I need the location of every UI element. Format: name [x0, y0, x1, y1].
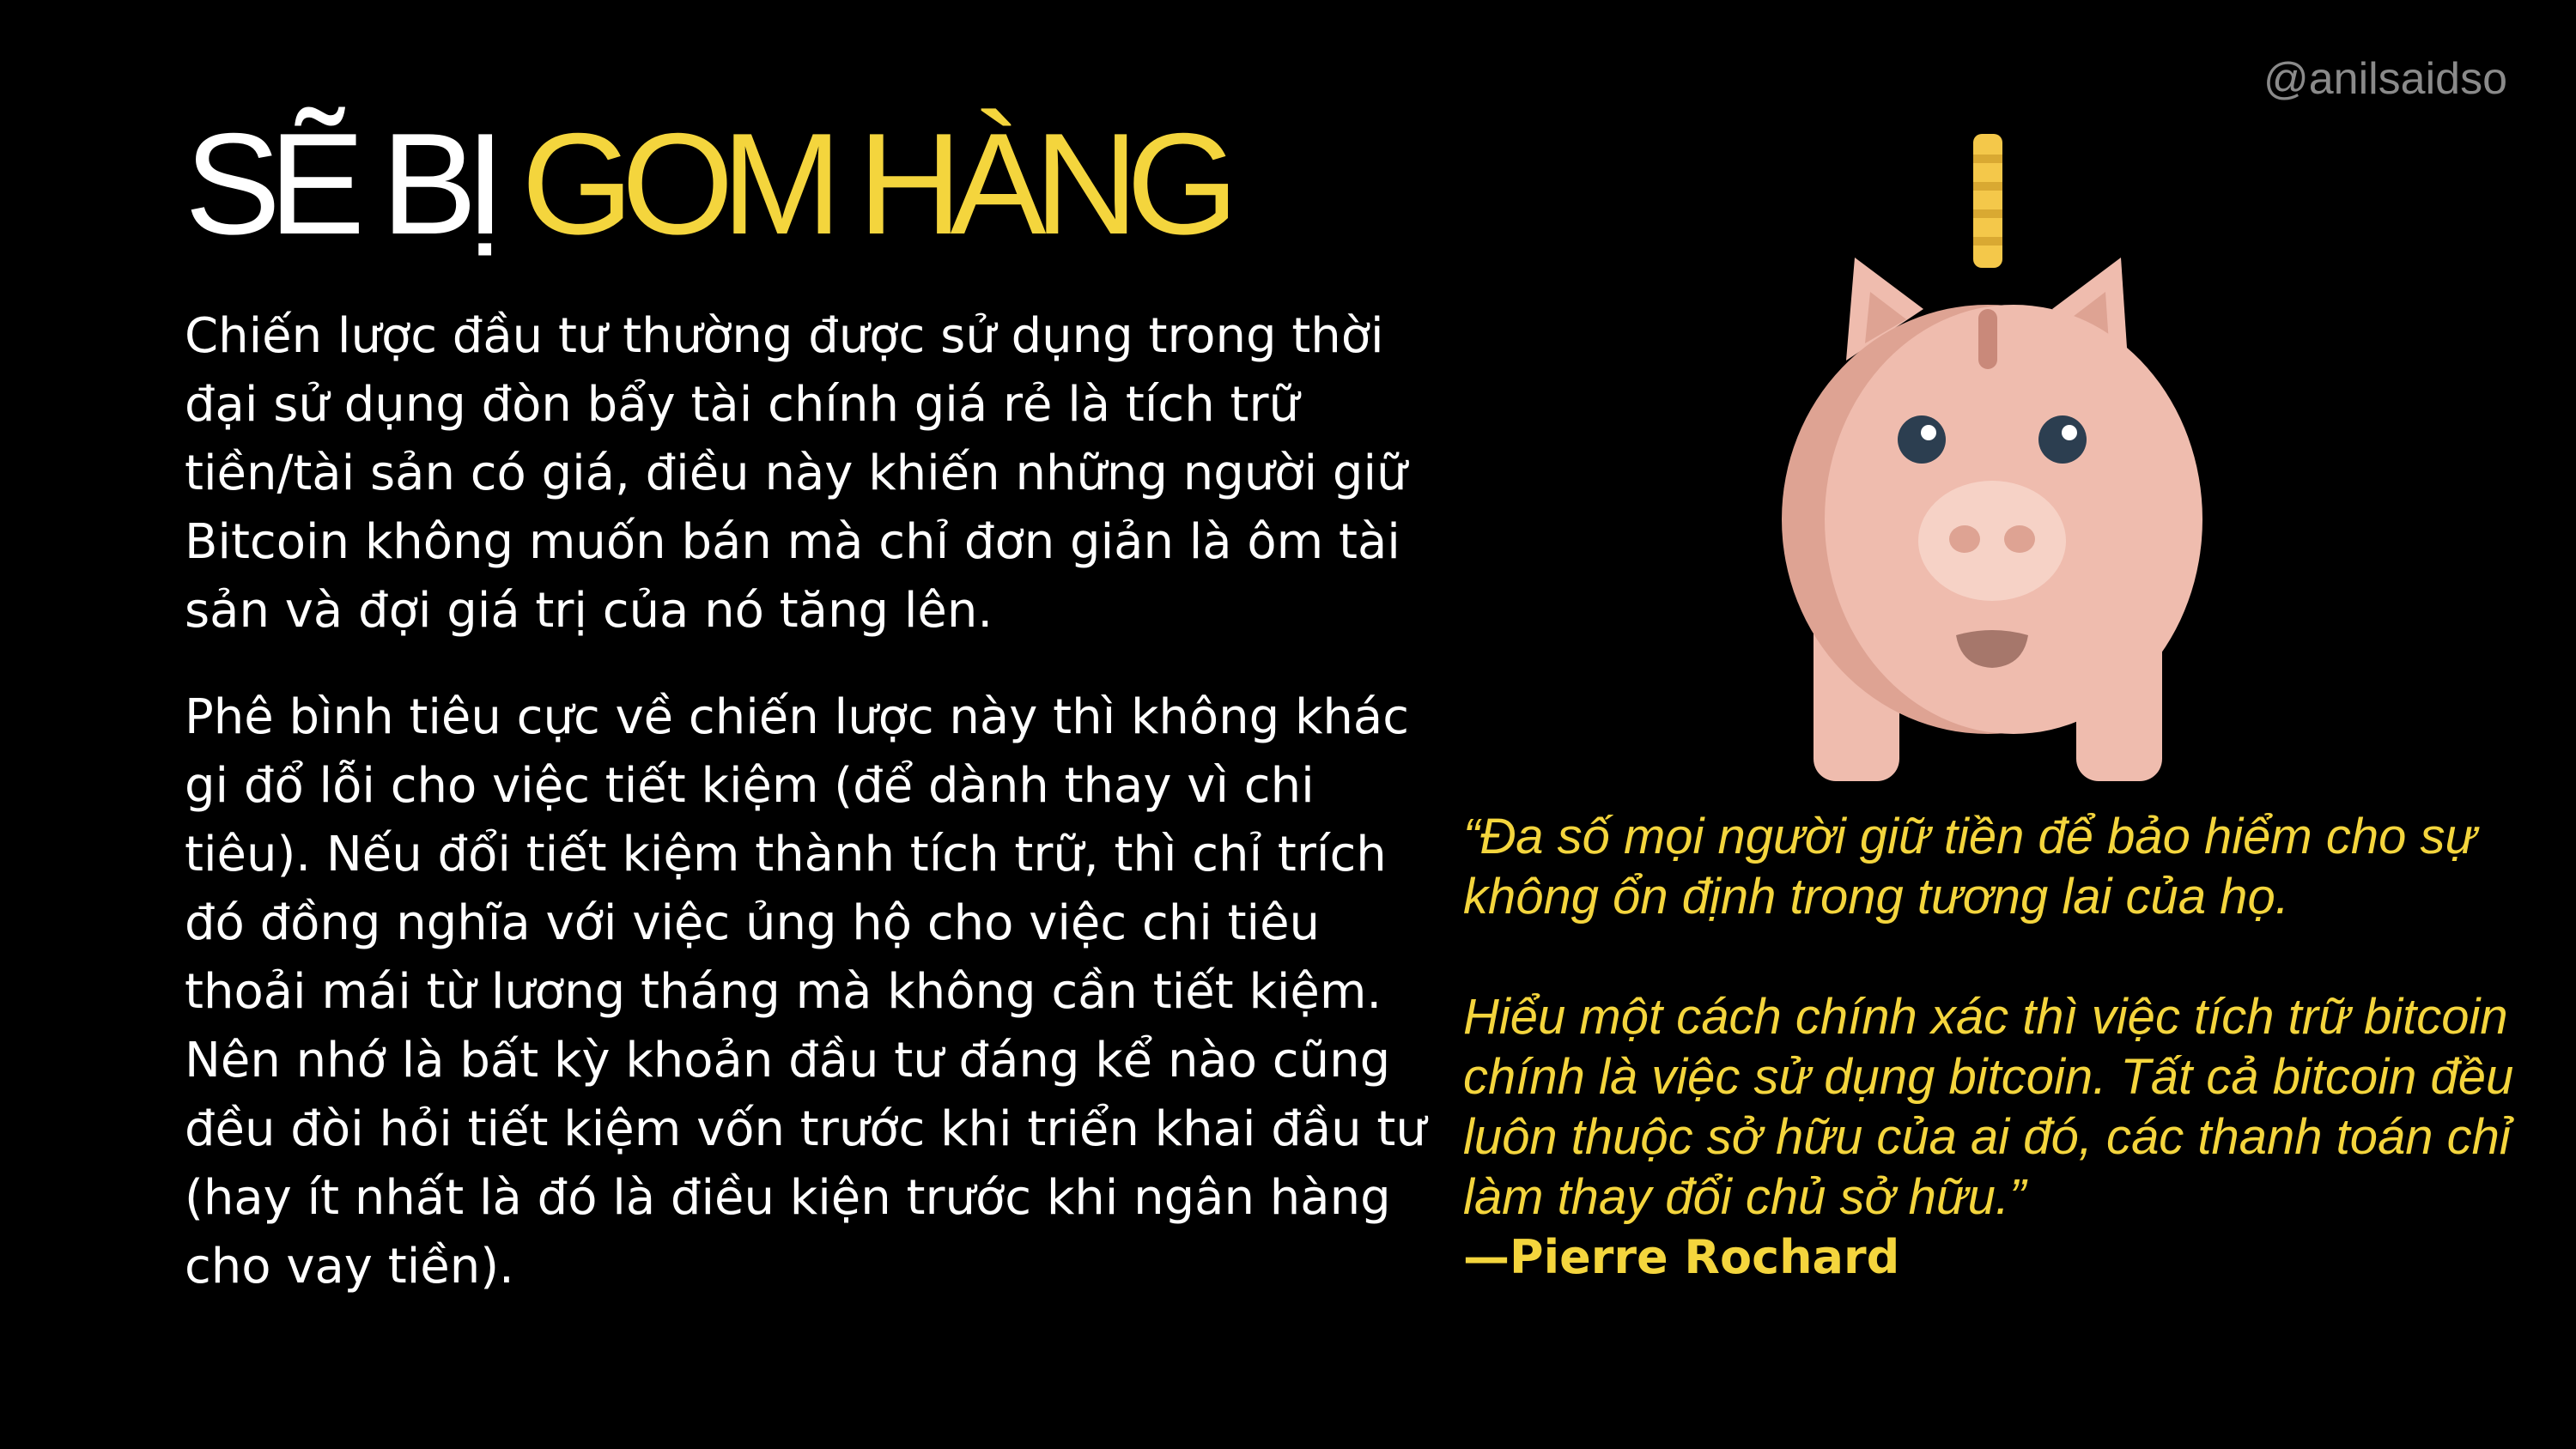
- paragraph-2: Phê bình tiêu cực về chiến lược này thì không khác gi đổ lỗi cho việc tiết kiệm (để dành thay vì chi tiêu). Nếu đổi tiết kiệm thành tích trữ, thì chỉ trích đó đồng nghĩa với việc ủng hộ cho việc chi tiêu thoải mái từ lương tháng mà không cần tiết kiệm. Nên nhớ là bất kỳ khoản đầu tư đáng kể nào cũng đều đòi hỏi tiết kiệm vốn trước khi triển khai đầu tư (hay ít nhất là đó là điều kiện trước khi ngân hàng cho vay tiền).: [185, 689, 1426, 1294]
- body-text: [185, 302, 1430, 1339]
- quote-line-1: “Đa số mọi người giữ tiền để bảo hiểm cho sự không ổn định trong tương lai của họ.: [1463, 809, 2477, 925]
- title-white: SẼ BỊ: [185, 103, 522, 264]
- page-title: [185, 103, 1227, 264]
- quote-line-2: Hiểu một cách chính xác thì việc tích trữ bitcoin chính là việc sử dụng bitcoin. Tất cả bitcoin đều luôn thuộc sở hữu của ai đó, các thanh toán chỉ làm thay đổi chủ sở hữu.”: [1463, 989, 2514, 1225]
- paragraph-1: Chiến lược đầu tư thường được sử dụng trong thời đại sử dụng đòn bẩy tài chính giá rẻ là tích trữ tiền/tài sản có giá, điều này khiến những người giữ Bitcoin không muốn bán mà chỉ đơn giản là ôm tài sản và đợi giá trị của nó tăng lên.: [185, 308, 1407, 639]
- title-accent: GOM HÀNG: [521, 103, 1227, 264]
- author-handle: @anilsaidso: [2263, 54, 2507, 104]
- piggy-bank-icon: [1769, 129, 2215, 781]
- quote-author: —Pierre Rochard: [1463, 1230, 1900, 1284]
- quote-block: [1463, 807, 2528, 1288]
